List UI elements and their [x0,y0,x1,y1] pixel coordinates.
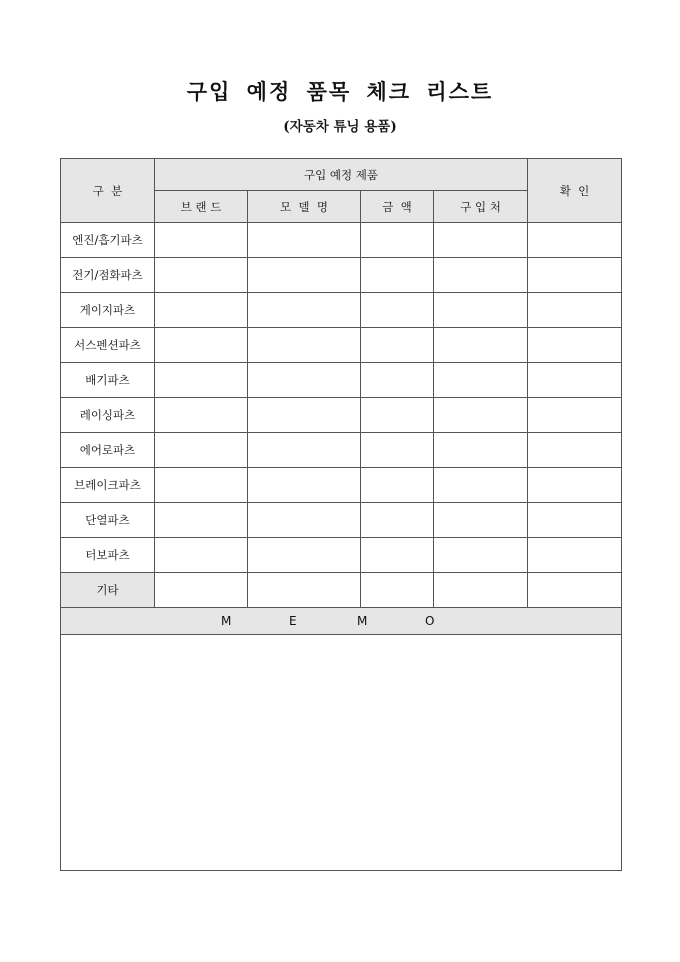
checklist-table [60,158,622,871]
row-label: 서스펜션파츠 [61,328,155,363]
model-cell[interactable] [248,468,361,503]
table-row [61,433,622,468]
confirm-cell[interactable] [528,258,622,293]
row-label: 단열파츠 [61,503,155,538]
brand-cell[interactable] [155,503,248,538]
model-cell[interactable] [248,398,361,433]
table-row [61,258,622,293]
row-label: 레이싱파츠 [61,398,155,433]
category-header: 구 분 [61,159,155,223]
table-row [61,363,622,398]
confirm-cell[interactable] [528,398,622,433]
store-cell[interactable] [434,468,528,503]
store-cell[interactable] [434,398,528,433]
price-cell[interactable] [361,223,434,258]
model-cell[interactable] [248,363,361,398]
model-cell[interactable] [248,573,361,608]
confirm-cell[interactable] [528,328,622,363]
brand-header: 브 랜 드 [155,191,248,223]
row-label: 브레이크파츠 [61,468,155,503]
confirm-cell[interactable] [528,538,622,573]
model-header: 모 델 명 [248,191,361,223]
price-cell[interactable] [361,363,434,398]
row-label: 기타 [61,573,155,608]
store-cell[interactable] [434,293,528,328]
price-header: 금 액 [361,191,434,223]
table-row [61,468,622,503]
price-cell[interactable] [361,538,434,573]
store-cell[interactable] [434,328,528,363]
model-cell[interactable] [248,293,361,328]
row-label: 전기/점화파츠 [61,258,155,293]
memo-label [221,614,461,628]
price-cell[interactable] [361,293,434,328]
confirm-header: 확 인 [528,159,622,223]
price-cell[interactable] [361,258,434,293]
model-cell[interactable] [248,433,361,468]
brand-cell[interactable] [155,293,248,328]
memo-letter: E [289,614,297,628]
planned-products-header: 구입 예정 제품 [155,159,528,191]
memo-header [61,608,622,635]
store-cell[interactable] [434,573,528,608]
memo-area[interactable] [61,635,622,871]
confirm-cell[interactable] [528,223,622,258]
store-cell[interactable] [434,433,528,468]
store-header: 구 입 처 [434,191,528,223]
brand-cell[interactable] [155,468,248,503]
brand-cell[interactable] [155,538,248,573]
row-label: 터보파츠 [61,538,155,573]
price-cell[interactable] [361,573,434,608]
memo-letter: O [425,614,435,628]
store-cell[interactable] [434,223,528,258]
model-cell[interactable] [248,223,361,258]
price-cell[interactable] [361,503,434,538]
page-title: 구입 예정 품목 체크 리스트 [186,79,494,104]
store-cell[interactable] [434,363,528,398]
brand-cell[interactable] [155,223,248,258]
confirm-cell[interactable] [528,573,622,608]
brand-cell[interactable] [155,573,248,608]
brand-cell[interactable] [155,328,248,363]
table-row [61,293,622,328]
store-cell[interactable] [434,538,528,573]
brand-cell[interactable] [155,398,248,433]
table-row [61,538,622,573]
row-label: 배기파츠 [61,363,155,398]
store-cell[interactable] [434,258,528,293]
table-row [61,503,622,538]
memo-letter: M [357,614,368,628]
row-label: 엔진/흡기파츠 [61,223,155,258]
brand-cell[interactable] [155,433,248,468]
page-subtitle: (자동차 튜닝 용품) [283,119,397,135]
store-cell[interactable] [434,503,528,538]
price-cell[interactable] [361,398,434,433]
price-cell[interactable] [361,468,434,503]
confirm-cell[interactable] [528,293,622,328]
confirm-cell[interactable] [528,468,622,503]
model-cell[interactable] [248,503,361,538]
brand-cell[interactable] [155,258,248,293]
price-cell[interactable] [361,433,434,468]
table-row [61,328,622,363]
confirm-cell[interactable] [528,433,622,468]
table-row [61,398,622,433]
brand-cell[interactable] [155,363,248,398]
confirm-cell[interactable] [528,363,622,398]
model-cell[interactable] [248,328,361,363]
model-cell[interactable] [248,258,361,293]
memo-letter: M [221,614,232,628]
row-label: 에어로파츠 [61,433,155,468]
row-label: 게이지파츠 [61,293,155,328]
table-row [61,223,622,258]
confirm-cell[interactable] [528,503,622,538]
table-row [61,573,622,608]
price-cell[interactable] [361,328,434,363]
model-cell[interactable] [248,538,361,573]
